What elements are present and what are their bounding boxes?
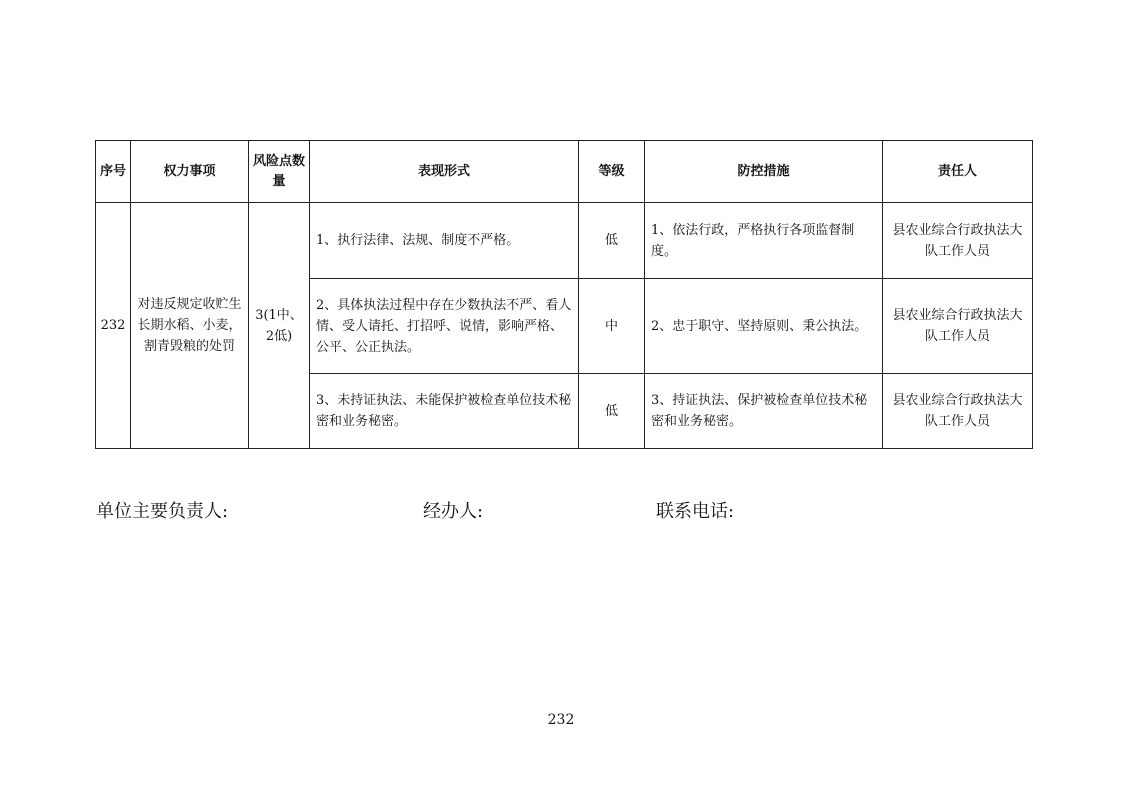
record-risk-count: 3(1中、2低) (249, 203, 310, 449)
record-seq: 232 (96, 203, 131, 449)
header-risk-count: 风险点数量 (249, 141, 310, 203)
row-responsible: 县农业综合行政执法大队工作人员 (883, 203, 1033, 279)
header-seq: 序号 (96, 141, 131, 203)
row-measure: 2、忠于职守、坚持原则、秉公执法。 (645, 279, 883, 374)
row-level: 低 (579, 203, 645, 279)
row-measure: 1、依法行政，严格执行各项监督制度。 (645, 203, 883, 279)
unit-head-label: 单位主要负责人: (96, 501, 229, 522)
row-manifestation: 2、具体执法过程中存在少数执法不严、看人情、受人请托、打招呼、说情，影响严格、公平、公正执法。 (310, 279, 579, 374)
risk-control-table (95, 140, 1033, 449)
record-power-item: 对违反规定收贮生长期水稻、小麦，割青毁粮的处罚 (131, 203, 249, 449)
handler-label: 经办人: (423, 501, 484, 522)
row-level: 低 (579, 374, 645, 449)
row-responsible: 县农业综合行政执法大队工作人员 (883, 279, 1033, 374)
row-responsible: 县农业综合行政执法大队工作人员 (883, 374, 1033, 449)
table-header-row (96, 141, 1033, 203)
header-manifestation: 表现形式 (310, 141, 579, 203)
row-manifestation: 1、执行法律、法规、制度不严格。 (310, 203, 579, 279)
phone-label: 联系电话: (656, 501, 735, 522)
row-level: 中 (579, 279, 645, 374)
table-row (96, 203, 1033, 279)
header-measures: 防控措施 (645, 141, 883, 203)
row-measure: 3、持证执法、保护被检查单位技术秘密和业务秘密。 (645, 374, 883, 449)
header-power-item: 权力事项 (131, 141, 249, 203)
header-level: 等级 (579, 141, 645, 203)
page-number: 232 (547, 712, 575, 728)
header-responsible: 责任人 (883, 141, 1033, 203)
row-manifestation: 3、未持证执法、未能保护被检查单位技术秘密和业务秘密。 (310, 374, 579, 449)
